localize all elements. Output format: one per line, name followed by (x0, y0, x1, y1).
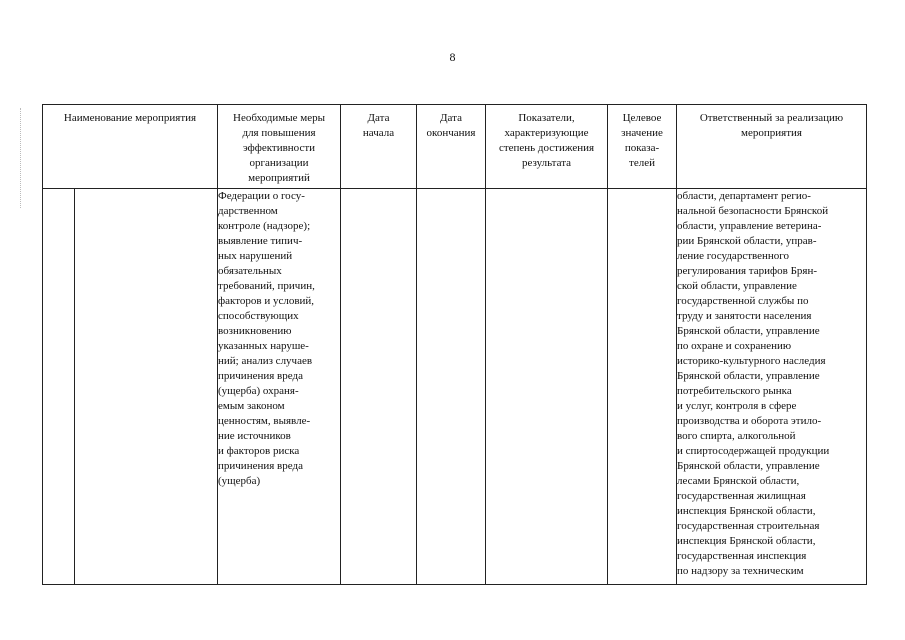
text-line: Показатели, (518, 112, 575, 124)
text-line: Дата (440, 112, 462, 124)
text-line: степень достижения (498, 142, 595, 154)
text-line: и услуг, контроля в сфере (677, 400, 797, 412)
measures-cell (218, 189, 341, 585)
text-line: мероприятия (741, 127, 802, 139)
text-line: обязательных (218, 265, 282, 277)
text-line: по охране и сохранению (677, 340, 792, 352)
text-line: требований, причин, (218, 280, 315, 292)
text-line: Ответственный за реализацию (699, 112, 844, 124)
header-end-date (417, 105, 486, 189)
text-line: начала (362, 127, 395, 139)
target-value-cell (608, 189, 677, 585)
event-name-subcell (75, 189, 217, 584)
table-row (43, 189, 867, 585)
text-line: указанных наруше- (218, 340, 309, 352)
text-line: по надзору за техническим (677, 565, 804, 577)
end-date-cell (417, 189, 486, 585)
measures-table (42, 104, 867, 585)
text-line: ление государственного (677, 250, 790, 262)
page-number: 8 (449, 50, 456, 64)
text-line: результата (521, 157, 572, 169)
text-line: Целевое (622, 112, 662, 124)
text-line: и факторов риска (218, 445, 300, 457)
text-line: инспекция Брянской области, (677, 535, 816, 547)
text-line: Брянской области, управление (677, 325, 820, 337)
header-responsible (677, 105, 867, 189)
text-line: показа- (624, 142, 660, 154)
text-line: для повышения (242, 127, 316, 139)
text-line: и спиртосодержащей продукции (677, 445, 830, 457)
scan-artifact (20, 108, 22, 208)
text-line: государственная строительная (677, 520, 820, 532)
row-number-subcell (43, 189, 75, 584)
text-line: Брянской области, управление (677, 460, 820, 472)
text-line: нальной безопасности Брянской (677, 205, 829, 217)
header-target-value (608, 105, 677, 189)
text-line: Брянской области, управление (677, 370, 820, 382)
header-event-name (43, 105, 218, 189)
text-line: государственная жилищная (677, 490, 806, 502)
text-line: труду и занятости населения (677, 310, 812, 322)
text-line: способствующих (218, 310, 299, 322)
text-line: окончания (426, 127, 476, 139)
text-line: ценностям, выявле- (218, 415, 311, 427)
text-line: причинения вреда (218, 460, 303, 472)
text-line: вого спирта, алкогольной (677, 430, 796, 442)
header-start-date (341, 105, 417, 189)
responsible-cell (677, 189, 867, 585)
text-line: значение (621, 127, 663, 139)
start-date-cell (341, 189, 417, 585)
text-line: Наименование мероприятия (63, 112, 197, 124)
text-line: Дата (367, 112, 390, 124)
text-line: факторов и условий, (218, 295, 315, 307)
text-line: телей (629, 157, 655, 169)
header-indicators (486, 105, 608, 189)
text-line: инспекция Брянской области, (677, 505, 816, 517)
text-line: дарственном (218, 205, 278, 217)
text-line: причинения вреда (218, 370, 303, 382)
text-line: контроле (надзоре); (218, 220, 311, 232)
header-row (43, 105, 867, 189)
text-line: области, департамент регио- (677, 190, 811, 202)
text-line: возникновению (218, 325, 292, 337)
text-line: Необходимые меры (233, 112, 325, 124)
text-line: рии Брянской области, управ- (677, 235, 817, 247)
text-line: лесами Брянской области, (677, 475, 800, 487)
text-line: ных нарушений (218, 250, 293, 262)
indicators-cell (486, 189, 608, 585)
text-line: емым законом (218, 400, 285, 412)
text-line: ний; анализ случаев (218, 355, 313, 367)
text-line: мероприятий (248, 172, 310, 184)
text-line: (ущерба) охраня- (218, 385, 299, 397)
text-line: характеризующие (504, 127, 589, 139)
text-line: ской области, управление (677, 280, 797, 292)
text-line: эффективности (242, 142, 316, 154)
text-line: Федерации о госу- (218, 190, 305, 202)
text-line: организации (249, 157, 309, 169)
text-line: (ущерба) (218, 475, 261, 487)
text-line: потребительского рынка (677, 385, 792, 397)
text-line: государственной службы по (677, 295, 809, 307)
text-line: производства и оборота этило- (677, 415, 822, 427)
text-line: историко-культурного наследия (677, 355, 826, 367)
header-measures (218, 105, 341, 189)
event-name-cell (43, 189, 218, 585)
text-line: выявление типич- (218, 235, 303, 247)
text-line: области, управление ветерина- (677, 220, 822, 232)
text-line: государственная инспекция (677, 550, 807, 562)
text-line: ние источников (218, 430, 291, 442)
text-line: регулирования тарифов Брян- (677, 265, 818, 277)
